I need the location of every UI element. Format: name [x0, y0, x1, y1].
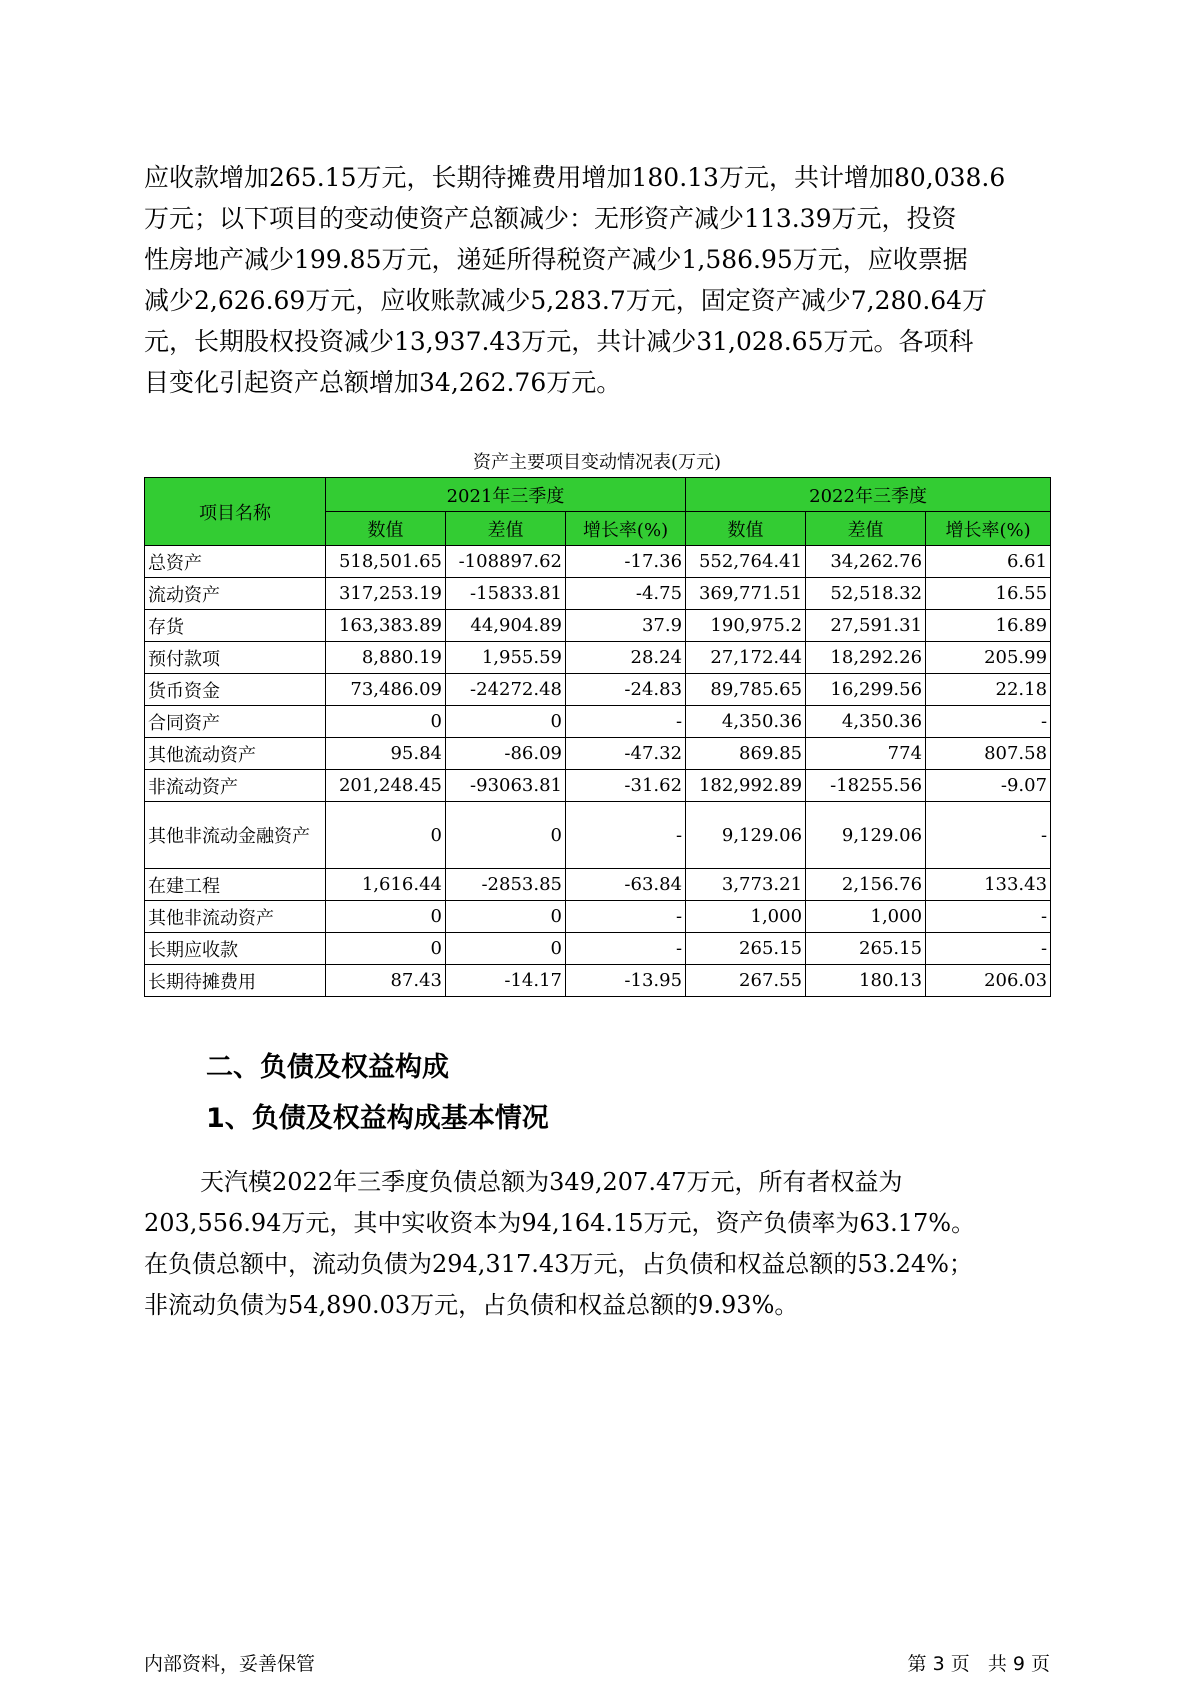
cell-growth-2021: -24.83: [566, 674, 686, 706]
cell-growth-2022: -: [926, 802, 1051, 869]
table-row: [145, 706, 1051, 738]
cell-growth-2021: 37.9: [566, 610, 686, 642]
cell-diff-2022: 180.13: [806, 965, 926, 997]
cell-diff-2021: 44,904.89: [446, 610, 566, 642]
cell-growth-2021: -13.95: [566, 965, 686, 997]
row-name: 长期应收款: [145, 933, 326, 965]
liability-line: 天汽模2022年三季度负债总额为349,207.47万元，所有者权益为: [200, 1168, 903, 1196]
cell-value-2022: 190,975.2: [686, 610, 806, 642]
table-row: [145, 642, 1051, 674]
cell-diff-2021: -108897.62: [446, 546, 566, 578]
intro-line: 元，长期股权投资减少13,937.43万元，共计减少31,028.65万元。各项科: [144, 327, 974, 356]
cell-diff-2022: 265.15: [806, 933, 926, 965]
cell-growth-2021: -: [566, 901, 686, 933]
cell-diff-2022: 2,156.76: [806, 869, 926, 901]
intro-paragraph: [144, 157, 1054, 403]
row-name: 非流动资产: [145, 770, 326, 802]
cell-growth-2022: 22.18: [926, 674, 1051, 706]
intro-line: 应收款增加265.15万元，长期待摊费用增加180.13万元，共计增加80,038.6: [144, 163, 1006, 192]
cell-diff-2021: 0: [446, 933, 566, 965]
cell-diff-2022: 1,000: [806, 901, 926, 933]
cell-growth-2021: -31.62: [566, 770, 686, 802]
cell-diff-2021: -15833.81: [446, 578, 566, 610]
table-row: [145, 869, 1051, 901]
cell-growth-2021: -: [566, 802, 686, 869]
cell-value-2021: 518,501.65: [326, 546, 446, 578]
cell-value-2021: 8,880.19: [326, 642, 446, 674]
cell-value-2022: 89,785.65: [686, 674, 806, 706]
row-name: 存货: [145, 610, 326, 642]
intro-line: 目变化引起资产总额增加34,262.76万元。: [144, 368, 622, 397]
intro-line: 万元；以下项目的变动使资产总额减少：无形资产减少113.39万元，投资: [144, 204, 957, 233]
liability-line: 非流动负债为54,890.03万元，占负债和权益总额的9.93%。: [144, 1291, 799, 1319]
table-row: [145, 578, 1051, 610]
cell-growth-2022: 16.89: [926, 610, 1051, 642]
cell-growth-2022: -: [926, 901, 1051, 933]
cell-diff-2022: 27,591.31: [806, 610, 926, 642]
cell-diff-2021: -86.09: [446, 738, 566, 770]
table-row: [145, 674, 1051, 706]
cell-diff-2021: 0: [446, 706, 566, 738]
cell-diff-2021: -2853.85: [446, 869, 566, 901]
cell-growth-2022: 16.55: [926, 578, 1051, 610]
cell-value-2021: 1,616.44: [326, 869, 446, 901]
cell-value-2022: 265.15: [686, 933, 806, 965]
cell-value-2022: 27,172.44: [686, 642, 806, 674]
table-row: [145, 802, 1051, 869]
cell-diff-2021: -14.17: [446, 965, 566, 997]
table-row: [145, 770, 1051, 802]
cell-diff-2022: 4,350.36: [806, 706, 926, 738]
row-name: 其他非流动金融资产: [145, 802, 326, 869]
row-name: 在建工程: [145, 869, 326, 901]
cell-value-2021: 317,253.19: [326, 578, 446, 610]
cell-value-2021: 0: [326, 802, 446, 869]
cell-diff-2022: 774: [806, 738, 926, 770]
cell-value-2021: 73,486.09: [326, 674, 446, 706]
cell-value-2022: 1,000: [686, 901, 806, 933]
cell-diff-2021: 0: [446, 901, 566, 933]
cell-diff-2021: -24272.48: [446, 674, 566, 706]
header-period-2021: 2021年三季度: [326, 478, 686, 512]
cell-diff-2022: 16,299.56: [806, 674, 926, 706]
cell-value-2022: 182,992.89: [686, 770, 806, 802]
header-diff-2022: 差值: [806, 512, 926, 546]
table-row: [145, 546, 1051, 578]
cell-growth-2021: 28.24: [566, 642, 686, 674]
cell-value-2022: 552,764.41: [686, 546, 806, 578]
cell-diff-2022: 9,129.06: [806, 802, 926, 869]
cell-growth-2021: -: [566, 706, 686, 738]
cell-growth-2022: -9.07: [926, 770, 1051, 802]
cell-diff-2022: 34,262.76: [806, 546, 926, 578]
cell-value-2021: 95.84: [326, 738, 446, 770]
header-item-name: 项目名称: [145, 478, 326, 546]
table-row: [145, 933, 1051, 965]
cell-growth-2021: -63.84: [566, 869, 686, 901]
row-name: 其他非流动资产: [145, 901, 326, 933]
cell-diff-2022: -18255.56: [806, 770, 926, 802]
row-name: 总资产: [145, 546, 326, 578]
row-name: 其他流动资产: [145, 738, 326, 770]
subsection-heading: 1、负债及权益构成基本情况: [206, 1103, 549, 1134]
cell-value-2022: 4,350.36: [686, 706, 806, 738]
cell-growth-2022: 205.99: [926, 642, 1051, 674]
footer-page-number: 第 3 页 共 9 页: [907, 1653, 1050, 1675]
table-caption: 资产主要项目变动情况表(万元): [472, 452, 722, 473]
table-row: [145, 738, 1051, 770]
cell-diff-2021: 0: [446, 802, 566, 869]
cell-growth-2022: 206.03: [926, 965, 1051, 997]
table-row: [145, 901, 1051, 933]
cell-value-2021: 0: [326, 901, 446, 933]
footer-confidential-note: 内部资料，妥善保管: [144, 1653, 316, 1675]
header-value-2022: 数值: [686, 512, 806, 546]
section-heading: 二、负债及权益构成: [206, 1052, 449, 1083]
cell-growth-2021: -: [566, 933, 686, 965]
cell-value-2022: 9,129.06: [686, 802, 806, 869]
cell-growth-2022: 133.43: [926, 869, 1051, 901]
cell-value-2022: 267.55: [686, 965, 806, 997]
row-name: 流动资产: [145, 578, 326, 610]
cell-growth-2021: -4.75: [566, 578, 686, 610]
cell-value-2022: 869.85: [686, 738, 806, 770]
liability-line: 在负债总额中，流动负债为294,317.43万元，占负债和权益总额的53.24%；: [144, 1250, 973, 1278]
asset-changes-table: [144, 477, 1051, 997]
cell-growth-2022: -: [926, 706, 1051, 738]
cell-diff-2021: -93063.81: [446, 770, 566, 802]
cell-growth-2022: -: [926, 933, 1051, 965]
cell-value-2022: 3,773.21: [686, 869, 806, 901]
table-row: [145, 965, 1051, 997]
header-period-2022: 2022年三季度: [686, 478, 1051, 512]
cell-growth-2021: -17.36: [566, 546, 686, 578]
row-name: 预付款项: [145, 642, 326, 674]
cell-value-2021: 163,383.89: [326, 610, 446, 642]
cell-diff-2022: 52,518.32: [806, 578, 926, 610]
cell-value-2021: 201,248.45: [326, 770, 446, 802]
header-diff-2021: 差值: [446, 512, 566, 546]
cell-growth-2021: -47.32: [566, 738, 686, 770]
row-name: 长期待摊费用: [145, 965, 326, 997]
cell-diff-2022: 18,292.26: [806, 642, 926, 674]
header-growth-2021: 增长率(%): [566, 512, 686, 546]
row-name: 货币资金: [145, 674, 326, 706]
table-row: [145, 610, 1051, 642]
cell-value-2021: 87.43: [326, 965, 446, 997]
cell-diff-2021: 1,955.59: [446, 642, 566, 674]
cell-growth-2022: 6.61: [926, 546, 1051, 578]
header-growth-2022: 增长率(%): [926, 512, 1051, 546]
header-value-2021: 数值: [326, 512, 446, 546]
cell-value-2021: 0: [326, 933, 446, 965]
cell-growth-2022: 807.58: [926, 738, 1051, 770]
intro-line: 性房地产减少199.85万元，递延所得税资产减少1,586.95万元，应收票据: [144, 245, 968, 274]
intro-line: 减少2,626.69万元，应收账款减少5,283.7万元，固定资产减少7,280.64万: [144, 286, 988, 315]
row-name: 合同资产: [145, 706, 326, 738]
cell-value-2022: 369,771.51: [686, 578, 806, 610]
cell-value-2021: 0: [326, 706, 446, 738]
liability-line: 203,556.94万元，其中实收资本为94,164.15万元，资产负债率为63.17%。: [144, 1209, 976, 1237]
liability-paragraph: [144, 1162, 1054, 1326]
